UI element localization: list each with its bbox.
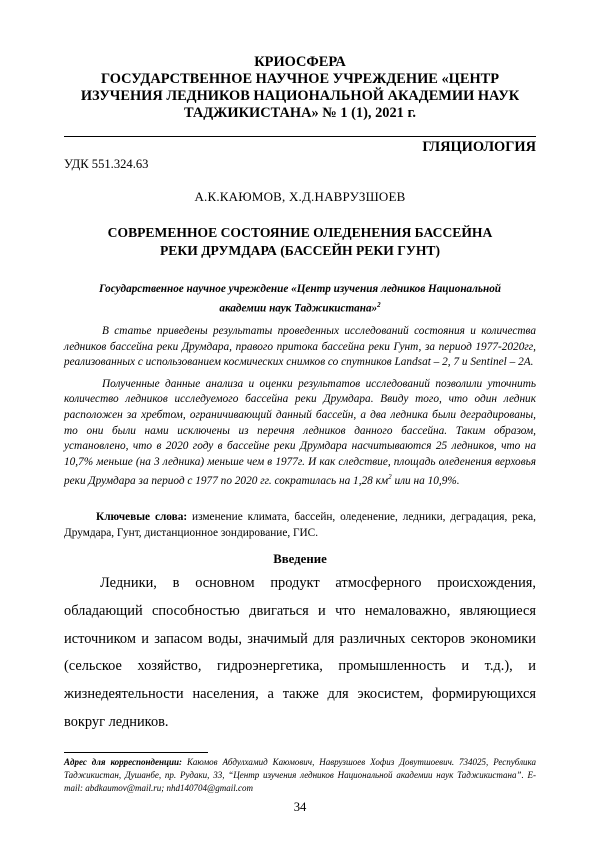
keywords	[64, 510, 536, 541]
header-divider	[64, 136, 536, 137]
keywords-label: Ключевые слова:	[96, 511, 188, 523]
authors: А.К.КАЮМОВ, Х.Д.НАВРУЗШОЕВ	[194, 189, 406, 204]
journal-publisher-line: ИЗУЧЕНИЯ ЛЕДНИКОВ НАЦИОНАЛЬНОЙ АКАДЕМИИ НАУК	[80, 88, 520, 104]
footnote-text: Каюмов Абдулхамид Каюмович, Наврузшоев Хофиз Довутшоевич. 734025, Республика Таджикистан, Душанбе, пр. Рудаки, 33, “Центр изучения ледников Национальной академии наук Таджикистана”. E-mail: abdkaumov@mail.ru; nhd140704@gmail.com	[64, 757, 536, 793]
abstract-paragraph: В статье приведены результаты проведенных исследований состояния и количества ледников бассейна реки Друмдара, правого притока бассейна реки Гунт, за период 1977-2020гг, реализованных с использованием космических снимков со спутников Landsat – 2, 7 и Sentinel – 2A.	[64, 325, 536, 369]
section-label: ГЛЯЦИОЛОГИЯ	[422, 139, 536, 155]
page-number: 34	[293, 800, 307, 814]
article-title-line: СОВРЕМЕННОЕ СОСТОЯНИЕ ОЛЕДЕНЕНИЯ БАССЕЙНА	[107, 225, 493, 240]
journal-name: КРИОСФЕРА	[254, 54, 346, 70]
body-paragraph: Ледники, в основном продукт атмосферного происхождения, обладающий способностью двигаться и что немаловажно, являющиеся источником и запасом воды, значимый для различных секторов экономики (сельское хозяйство, гидроэнергетика, промышленность и т.д.), и жизнедеятельности населения, а также для экосистем, формирующихся вокруг ледников.	[64, 575, 536, 730]
introduction-body	[64, 570, 536, 737]
affiliation-footnote-mark: 2	[377, 301, 381, 309]
abstract	[64, 324, 536, 496]
journal-publisher-line: ГОСУДАРСТВЕННОЕ НАУЧНОЕ УЧРЕЖДЕНИЕ «ЦЕНТР	[100, 71, 500, 87]
udc-code: УДК 551.324.63	[64, 157, 149, 171]
journal-issue-line: ТАДЖИКИСТАНА» № 1 (1), 2021 г.	[184, 105, 416, 121]
affiliation-text: Государственное научное учреждение «Центр изучения ледников Национальной академии наук Таджикистана»	[98, 283, 502, 315]
abstract-paragraph	[64, 377, 536, 490]
footnote-label: Адрес для корреспонденции:	[64, 757, 183, 767]
keywords-text: изменение климата, бассейн, оледенение, ледники, деградация, река, Друмдара, Гунт, дистанционное зондирование, ГИС.	[64, 511, 536, 539]
article-title-line: РЕКИ ДРУМДАРА (БАССЕЙН РЕКИ ГУНТ)	[160, 243, 440, 258]
abstract-text-end: или на 10,9%.	[391, 475, 460, 488]
section-heading-introduction: Введение	[273, 552, 327, 566]
superscript: 2	[388, 473, 392, 482]
article-title	[64, 224, 536, 260]
journal-header	[64, 54, 536, 122]
footnote-divider	[64, 752, 208, 753]
affiliation	[80, 281, 520, 317]
footnote	[64, 756, 536, 794]
abstract-text: Полученные данные анализа и оценки результатов исследований позволили уточнить количество ледников исследуемого бассейна реки Друмдара. Ввиду того, что один ледник расположен за хребтом, ограничивающий данный бассейн, а два ледника были деградированы, то они были нами исключены из перечня ледников данного бассейна. Таким образом, установлено, что в 2020 году в бассейне реки Друмдара насчитываются 25 ледников, что на 10,7% меньше (на 3 ледника) меньше чем в 1977г. И как следствие, площадь оледенения верховья реки Друмдара за период с 1977 по 2020 гг. сократилась на 1,28 км	[64, 377, 536, 488]
